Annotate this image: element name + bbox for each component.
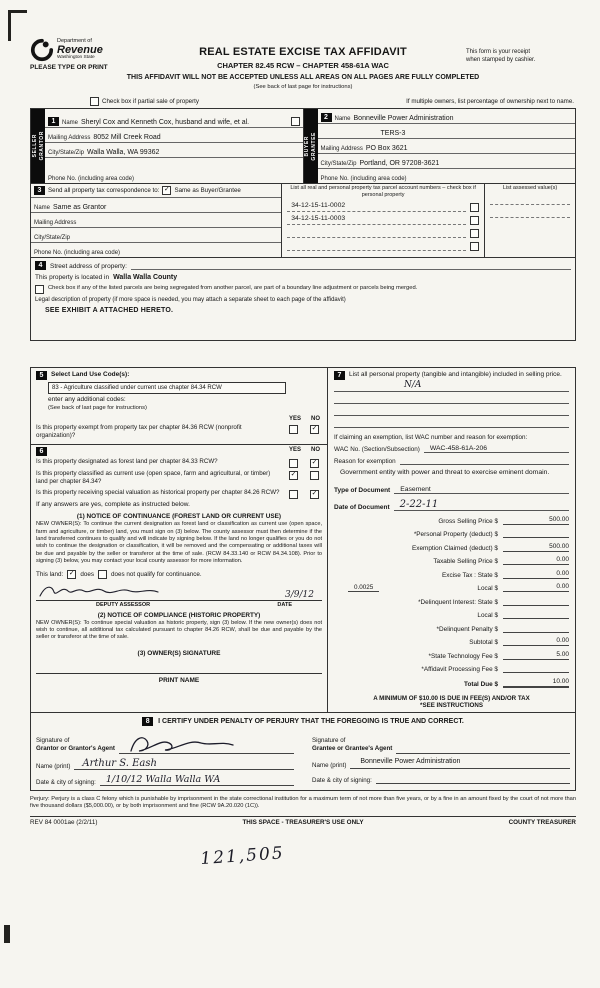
section5-yes-header: YES (288, 416, 301, 423)
buyer-tab-label: BUYER (304, 135, 310, 157)
deputy-assessor-signature (36, 582, 186, 600)
fee-value-7[interactable] (503, 610, 569, 619)
deputy-assessor-signature-line[interactable] (36, 582, 322, 601)
parcel-numbers-column (282, 184, 485, 257)
section6-no-header: NO (311, 447, 320, 454)
date-of-document-value[interactable]: 2-22-11 (394, 499, 569, 511)
details-box (30, 367, 576, 713)
personal-property-value: N/A (404, 380, 422, 390)
form-revision-number: REV 84 0001ae (2/2/11) (30, 818, 98, 826)
historic-property-question: Is this property receiving special valuation as historical property per chapter 84.26 RCW? (36, 488, 280, 496)
seller-phone-label: Phone No. (including area code) (48, 176, 135, 182)
receipt-note (466, 48, 576, 65)
parcel-number-3[interactable] (287, 241, 466, 251)
section-1-badge: 1 (48, 117, 59, 126)
buyer-citystatezip-label: City/State/Zip (320, 161, 357, 167)
forest-no-checkbox[interactable]: ✓ (311, 459, 318, 467)
corr-name-label: Name (34, 205, 51, 211)
parties-box (30, 108, 576, 341)
corr-citystatezip-label: City/State/Zip (34, 235, 71, 241)
fee-value-1[interactable] (503, 529, 569, 538)
grantor-signature (125, 733, 245, 755)
land-use-column (31, 368, 328, 712)
fee-row-delinquent-penalty (334, 624, 569, 633)
personal-property-line-2[interactable] (334, 404, 569, 416)
reason-exemption-value[interactable]: Government entity with power and threat to exercise eminent domain. (340, 469, 550, 476)
fee-label-8: *Delinquent Penalty $ (436, 625, 498, 633)
fee-row-personal-property-deduct (334, 529, 569, 538)
notice-compliance-body: NEW OWNER(S): To continue special valuation as historic property, sign (3) below. If the new owner(s) does not wish to continue, all additional tax calculated pursuant to chapter 84.26 RCW, shall be due and payable by the seller or transferor at the time of sale. (36, 619, 322, 641)
parcel-personal-checkbox-3[interactable] (470, 242, 479, 251)
grantor-date-city-label: Date & city of signing: (36, 778, 96, 786)
fee-value-2[interactable]: 500.00 (503, 543, 569, 552)
partial-sale-label: Check box if partial sale of property (102, 98, 199, 105)
partial-sale-checkbox[interactable] (90, 97, 99, 106)
personal-property-line-1[interactable] (334, 392, 569, 404)
multiple-owners-note: If multiple owners, list percentage of ownership next to name. (406, 98, 574, 105)
seller-name-value[interactable]: Sheryl Cox and Kenneth Cox, husband and wife, et al. (81, 119, 250, 126)
form-chapter: CHAPTER 82.45 RCW – CHAPTER 458-61A WAC (217, 61, 389, 70)
owners-signature-line[interactable] (36, 657, 322, 674)
see-instructions-note: *SEE INSTRUCTIONS (420, 701, 483, 709)
fee-row-taxable-selling-price (334, 556, 569, 565)
grantee-name-print-label: Name (print) (312, 761, 347, 769)
logo-revenue-text: Revenue (57, 43, 103, 56)
buyer-name-label: Name (334, 116, 351, 122)
grantee-signature-line[interactable] (396, 733, 570, 754)
legal-description-label: Legal description of property (if more space is needed, you may attach a separate sheet to each page of the affidavit) (35, 297, 346, 303)
personal-property-label: List all personal property (tangible and intangible) included in selling price. (349, 371, 562, 378)
segregated-checkbox[interactable] (35, 285, 44, 294)
corr-phone-label: Phone No. (including area code) (34, 250, 121, 256)
date-of-document-label: Date of Document (334, 504, 390, 511)
assessor-date-value[interactable]: 3/9/12 (285, 589, 314, 600)
grantor-signature-line[interactable] (119, 733, 294, 754)
parcel-row (287, 228, 479, 238)
county-treasurer-label: COUNTY TREASURER (508, 818, 576, 826)
does-not-qualify-checkbox[interactable] (98, 570, 107, 579)
assessed-value-1[interactable] (490, 208, 570, 218)
corr-address-label: Mailing Address (34, 220, 77, 226)
does-label: does (80, 570, 94, 578)
grantor-signature-of: Signature of (36, 737, 70, 745)
fee-row-excise-tax-state (334, 570, 569, 579)
grantee-signature-label (312, 737, 392, 753)
fee-row-delinquent-interest-local (334, 610, 569, 619)
section-2-badge: 2 (321, 113, 332, 122)
grantor-tab-label: GRANTOR (38, 131, 45, 161)
section-4-badge: 4 (35, 261, 46, 270)
print-name-label: PRINT NAME (158, 676, 200, 684)
receipt-note-line2: when stamped by cashier. (466, 57, 536, 64)
fee-row-subtotal (334, 637, 569, 646)
grantor-signature-label (36, 737, 115, 753)
fee-row-state-technology-fee (334, 651, 569, 660)
type-of-document-label: Type of Document (334, 487, 391, 494)
parcel-personal-checkbox-0[interactable] (470, 203, 479, 212)
this-land-label: This land: (36, 570, 64, 578)
buyer-section (303, 109, 576, 183)
partial-sale-row (30, 96, 576, 108)
parcel-personal-checkbox-2[interactable] (470, 229, 479, 238)
assessor-date-label: DATE (277, 601, 292, 608)
revenue-swoosh-icon (30, 38, 54, 62)
section-6-badge: 6 (36, 447, 47, 456)
grantee-agent-label: Grantee or Grantee's Agent (312, 745, 393, 753)
if-yes-note: If any answers are yes, complete as instructed below. (36, 500, 190, 508)
receipt-note-line1: This form is your receipt (466, 49, 531, 55)
fee-value-9[interactable]: 0.00 (503, 637, 569, 646)
land-use-label: Select Land Use Code(s): (51, 371, 130, 378)
tax-correspondence-section (31, 184, 575, 258)
seller-tab-label: SELLER (31, 134, 38, 158)
this-land-row (36, 570, 322, 579)
section-3-badge: 3 (34, 186, 45, 195)
fee-row-exemption-claimed (334, 543, 569, 552)
type-or-print-note: PLEASE TYPE OR PRINT (30, 64, 108, 71)
parcel-numbers-header: List all real and personal property tax parcel account numbers – check box if personal property (290, 185, 476, 198)
section5-see-back-note: (See back of last page for instructions) (48, 404, 147, 411)
forest-land-question: Is this property designated as forest land per chapter 84.33 RCW? (36, 458, 218, 466)
certify-statement: I CERTIFY UNDER PENALTY OF PERJURY THAT THE FOREGOING IS TRUE AND CORRECT. (158, 717, 464, 725)
buyer-phone-label: Phone No. (including area code) (320, 176, 407, 182)
buyer-address-label: Mailing Address (320, 146, 363, 152)
located-county-value[interactable]: Walla Walla County (113, 274, 178, 281)
fee-label-10: *State Technology Fee $ (428, 652, 498, 660)
seller-name-label: Name (62, 120, 79, 126)
dor-logo (30, 38, 103, 62)
grantor-name-print-label: Name (print) (36, 762, 71, 770)
personal-property-line-3[interactable] (334, 416, 569, 428)
grantor-name-print-value[interactable]: Arthur S. Eash (74, 758, 294, 770)
current-use-yes-checkbox[interactable]: ✓ (290, 471, 297, 479)
historic-yes-checkbox[interactable] (289, 490, 298, 499)
fee-value-12[interactable]: 10.00 (503, 678, 569, 688)
fee-row-gross-selling-price (334, 516, 569, 525)
certification-section (30, 713, 576, 791)
deputy-assessor-label: DEPUTY ASSESSOR (96, 601, 151, 608)
fee-label-2: Exemption Claimed (deduct) $ (412, 544, 498, 552)
fee-value-0[interactable]: 500.00 (503, 516, 569, 525)
assessed-value-0[interactable] (490, 195, 570, 205)
grantee-signature-block (312, 729, 570, 786)
fee-label-12: Total Due $ (464, 680, 498, 688)
notice-compliance-title: (2) NOTICE OF COMPLIANCE (HISTORIC PROPERTY) (97, 611, 261, 619)
parcel-number-0[interactable]: 34-12-15-11-0002 (287, 202, 466, 212)
historic-property-question-row (36, 489, 322, 499)
selling-price-column (328, 368, 575, 712)
logo-dept-text: Department of (57, 38, 92, 45)
see-back-note: (See back of last page for instructions) (253, 84, 353, 90)
wac-number-value[interactable]: WAC-458-61A-206 (424, 445, 569, 453)
parcel-number-2[interactable] (287, 228, 466, 238)
treasurer-handwritten-amount: 121,505 (199, 843, 286, 869)
fee-label-4: Excise Tax : State $ (441, 571, 498, 579)
minimum-fee-note: A MINIMUM OF $10.00 IS DUE IN FEE(S) AND/OR TAX (373, 694, 530, 702)
seller-section (31, 109, 303, 183)
assessed-values-column (485, 184, 575, 257)
owners-signature-label: (3) OWNER(S) SIGNATURE (137, 649, 221, 657)
grantee-signature-of: Signature of (312, 737, 346, 745)
grantor-signature-block (36, 729, 294, 786)
grantor-date-city-value[interactable]: 1/10/12 Walla Walla WA (100, 774, 294, 786)
logo-state-text: Washington State (57, 54, 95, 60)
seller-citystatezip-label: City/State/Zip (48, 150, 85, 156)
buyer-citystatezip-value[interactable]: Portland, OR 97208-3621 (359, 160, 440, 167)
fee-label-7: Local $ (477, 612, 498, 619)
property-location-section (31, 258, 575, 340)
does-qualify-checkbox[interactable]: ✓ (68, 569, 75, 577)
fee-row-total-due (334, 678, 569, 688)
scan-artifact-corner (8, 10, 27, 41)
fee-value-3[interactable]: 0.00 (503, 556, 569, 565)
section-5-badge: 5 (36, 371, 47, 380)
perjury-statement: Perjury: Perjury is a class C felony which is punishable by imprisonment in the state correctional institution for a maximum term of not more than five years, or by a fine in an amount fixed by the court of not more than five thousand dollars ($5,000.00), or by both imprisonment and fine (RCW 9A.20.020 (1C)). (30, 795, 576, 810)
parcel-row (287, 215, 479, 225)
completion-warning: THIS AFFIDAVIT WILL NOT BE ACCEPTED UNLESS ALL AREAS ON ALL PAGES ARE FULLY COMPLETED (126, 74, 480, 81)
fee-value-6[interactable] (503, 597, 569, 606)
exempt-question-text: Is this property exempt from property tax per chapter 84.36 RCW (nonprofit organization)? (36, 424, 242, 440)
scan-artifact-blob (4, 925, 10, 943)
notice-continuance-title: (1) NOTICE OF CONTINUANCE (FOREST LAND OR CURRENT USE) (76, 513, 282, 521)
land-use-code-value[interactable]: 83 - Agriculture classified under current use chapter 84.34 RCW (48, 382, 286, 394)
fee-row-affidavit-processing-fee (334, 664, 569, 673)
grantee-date-city-label: Date & city of signing: (312, 776, 372, 784)
fee-label-6: *Delinquent Interest: State $ (418, 598, 498, 606)
parcel-row (287, 241, 479, 251)
seller-citystatezip-value[interactable]: Walla Walla, WA 99362 (87, 149, 160, 156)
corr-name-value[interactable]: Same as Grantor (53, 204, 107, 211)
does-not-label: does not qualify for continuance. (110, 570, 202, 578)
seller-grantor-tab (31, 109, 45, 183)
current-use-question: Is this property classified as current use (open space, farm and agricultural, or timber) land per chapter 84.34? (36, 470, 271, 486)
type-of-document-value[interactable]: Easement (394, 486, 569, 494)
buyer-address-value[interactable]: PO Box 3621 (365, 145, 408, 152)
exempt-no-checkbox[interactable]: ✓ (311, 425, 318, 433)
assessed-values-header: List assessed value(s) (502, 185, 558, 191)
buyer-grantee-tab (304, 109, 318, 183)
send-correspondence-label: Send all property tax correspondence to: (48, 187, 160, 194)
forest-yes-checkbox[interactable] (289, 459, 298, 468)
grantor-agent-label: Grantor or Grantor's Agent (36, 745, 115, 753)
fee-value-11[interactable] (503, 664, 569, 673)
buyer-name2-value[interactable]: TERS-3 (380, 130, 406, 137)
fee-row-delinquent-interest-state (334, 597, 569, 606)
grantee-tab-label: GRANTEE (311, 131, 317, 161)
fee-label-3: Taxable Selling Price $ (433, 558, 498, 565)
street-address-value[interactable] (131, 260, 571, 270)
street-address-label: Street address of property: (50, 263, 127, 270)
notice-continuance-body: NEW OWNER(S): To continue the current designation as forest land or classification as current use (open space, farm and agriculture, or timber) land, you must sign on (3) below. The county assessor must then determine if the land transferred continues to qualify and will indicate by signing below. If the land no longer qualifies or you do not wish to continue the designation or classification, it will be removed and the compensating or additional taxes will be due and payable by the seller or transferor at the time of sale. (RCW 84.33.140 or RCW 84.34.108). Prior to signing (3) below, you may contact your local county assessor for more information. (36, 521, 322, 565)
current-use-question-row (36, 470, 322, 486)
additional-codes-label: enter any additional codes: (48, 396, 126, 403)
wac-number-label: WAC No. (Section/Subsection) (334, 446, 420, 453)
parcel-personal-checkbox-1[interactable] (470, 216, 479, 225)
fee-label-1: *Personal Property (deduct) $ (413, 531, 498, 538)
fee-label-0: Gross Selling Price $ (438, 517, 498, 525)
current-use-no-checkbox[interactable] (310, 471, 319, 480)
section5-no-header: NO (311, 416, 320, 423)
fee-value-4[interactable]: 0.00 (503, 570, 569, 579)
fee-value-10[interactable]: 5.00 (503, 651, 569, 660)
exemption-claim-label: If claiming an exemption, list WAC number and reason for exemption: (334, 434, 528, 441)
personal-property-line-0[interactable] (334, 380, 569, 392)
located-in-label: This property is located in (35, 274, 110, 281)
local-rate-value: 0.0025 (348, 584, 379, 592)
seller-ownership-checkbox[interactable] (291, 117, 300, 126)
forest-land-question-row (36, 458, 322, 468)
footer-row (30, 816, 576, 826)
parcel-number-1[interactable]: 34-12-15-11-0003 (287, 215, 466, 225)
form-title: REAL ESTATE EXCISE TAX AFFIDAVIT (199, 46, 407, 58)
section-8-badge: 8 (142, 717, 153, 726)
reason-exemption-line[interactable] (400, 464, 569, 465)
treasurer-space-label: THIS SPACE - TREASURER'S USE ONLY (242, 818, 364, 826)
exempt-question-row (36, 424, 322, 440)
same-as-buyer-checkbox[interactable]: ✓ (164, 186, 170, 193)
legal-description-value[interactable]: SEE EXHIBIT A ATTACHED HERETO. (45, 307, 174, 314)
fee-value-5[interactable]: 0.00 (503, 583, 569, 592)
grantee-name-print-value[interactable]: Bonneville Power Administration (350, 758, 570, 769)
parcel-row (287, 202, 479, 212)
same-as-buyer-label: Same as Buyer/Grantee (174, 187, 241, 194)
fee-label-11: *Affidavit Processing Fee $ (421, 666, 498, 673)
section6-yes-header: YES (288, 447, 301, 454)
fee-value-8[interactable] (503, 624, 569, 633)
fee-label-9: Subtotal $ (469, 639, 498, 646)
grantee-date-city-value[interactable] (376, 773, 570, 784)
historic-no-checkbox[interactable]: ✓ (311, 489, 318, 497)
buyer-name-value[interactable]: Bonneville Power Administration (353, 115, 454, 122)
fee-row-local-rate (334, 583, 569, 592)
section-7-badge: 7 (334, 371, 345, 380)
reason-exemption-label: Reason for exemption (334, 458, 396, 465)
seller-address-label: Mailing Address (48, 135, 91, 141)
form-header (30, 38, 576, 96)
segregated-label: Check box if any of the listed parcels are being segregated from another parcel, are part of a boundary line adjustment or parcels being merged. (48, 285, 418, 291)
seller-address-value[interactable]: 8052 Mill Creek Road (93, 134, 161, 141)
fee-label-5: Local $ (477, 585, 498, 592)
exempt-yes-checkbox[interactable] (289, 425, 298, 434)
